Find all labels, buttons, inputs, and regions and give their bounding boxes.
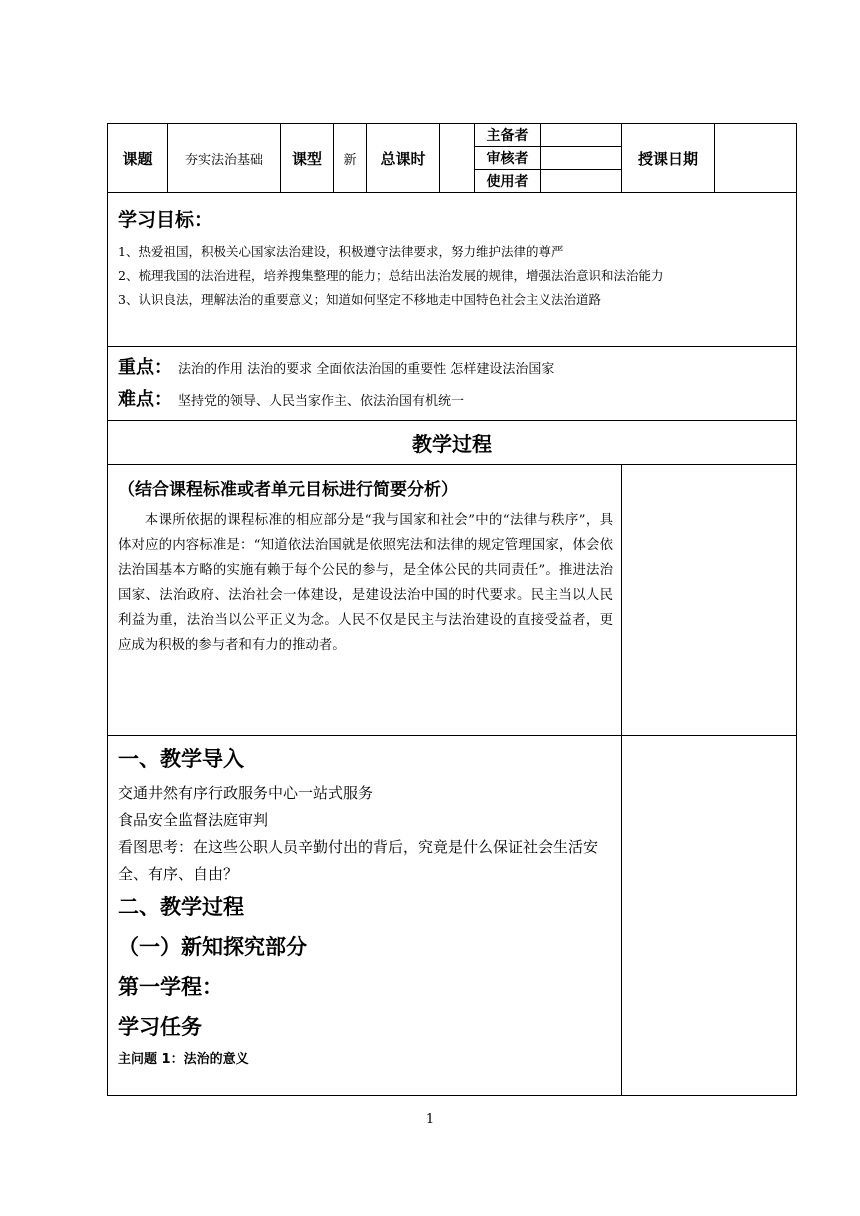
task-title: 学习任务 bbox=[118, 1015, 202, 1039]
goal-item-2: 2、梳理我国的法治进程，培养搜集整理的能力；总结出法治发展的规律，增强法治意识和法治能力 bbox=[118, 268, 664, 283]
type-value: 新 bbox=[334, 124, 367, 193]
intro-line-2: 食品安全监督法庭审判 bbox=[118, 811, 269, 829]
key-points-value: 法治的作用 法治的要求 全面依法治国的重要性 怎样建设法治国家 bbox=[178, 362, 555, 377]
lesson-plan-table bbox=[107, 123, 797, 1096]
page-number: 1 bbox=[425, 1112, 435, 1127]
analysis-text: 本课所依据的课程标准的相应部分是“我与国家和社会”中的“法律与秩序”，具体对应的内容标准是：“知道依法治国就是依照宪法和法律的规定管理国家，体会依法治国基本方略的实施有赖于每个公民的参与，是全体公民的共同责任”。推进法治国家、法治政府、法治社会一体建设，是建设法治中国的时代要求。民主当以人民利益为重，法治当以公平正义为念。人民不仅是民主与法治建设的直接受益者，更应成为积极的参与者和有力的推动者。 bbox=[118, 513, 613, 653]
total-hours-label: 总课时 bbox=[367, 124, 440, 193]
analysis-notes-column bbox=[622, 465, 797, 736]
difficulty-value: 坚持党的领导、人民当家作主、依法治国有机统一 bbox=[178, 394, 465, 409]
teaching-notes-column bbox=[622, 736, 797, 1096]
role-user-value bbox=[541, 170, 622, 193]
goal-item-1: 1、热爱祖国，积极关心国家法治建设，积极遵守法律要求，努力维护法律的尊严 bbox=[118, 244, 564, 259]
intro-line-3: 看图思考：在这些公职人员辛勤付出的背后，究竟是什么保证社会生活安全、有序、自由？ bbox=[118, 838, 599, 883]
teaching-process-heading: 教学过程 bbox=[108, 421, 797, 465]
role-reviewer: 审核者 bbox=[475, 147, 541, 170]
topic-value: 夯实法治基础 bbox=[168, 124, 281, 193]
topic-label: 课题 bbox=[108, 124, 168, 193]
process-title: 二、教学过程 bbox=[118, 895, 244, 919]
intro-line-1: 交通井然有序行政服务中心一站式服务 bbox=[118, 784, 374, 802]
difficulty-label: 难点： bbox=[118, 389, 172, 410]
analysis-section bbox=[108, 465, 622, 736]
analysis-title: （结合课程标准或者单元目标进行简要分析） bbox=[118, 480, 458, 500]
date-value bbox=[715, 124, 797, 193]
role-reviewer-value bbox=[541, 147, 622, 170]
total-hours-value bbox=[440, 124, 475, 193]
learning-goals-section bbox=[108, 193, 797, 347]
learning-goals-title: 学习目标： bbox=[118, 209, 214, 231]
new-knowledge-title: （一）新知探究部分 bbox=[118, 935, 307, 959]
main-question-1: 主问题 1：法治的意义 bbox=[118, 1052, 249, 1067]
goal-item-3: 3、认识良法，理解法治的重要意义；知道如何坚定不移地走中国特色社会主义法治道路 bbox=[118, 292, 601, 307]
date-label: 授课日期 bbox=[622, 124, 715, 193]
role-preparer-value bbox=[541, 124, 622, 147]
teaching-section bbox=[108, 736, 622, 1096]
key-points-label: 重点： bbox=[118, 357, 172, 378]
type-label: 课型 bbox=[281, 124, 334, 193]
role-preparer: 主备者 bbox=[475, 124, 541, 147]
stage-title: 第一学程： bbox=[118, 975, 223, 999]
intro-title: 一、教学导入 bbox=[118, 747, 244, 771]
role-user: 使用者 bbox=[475, 170, 541, 193]
key-points-section bbox=[108, 347, 797, 421]
